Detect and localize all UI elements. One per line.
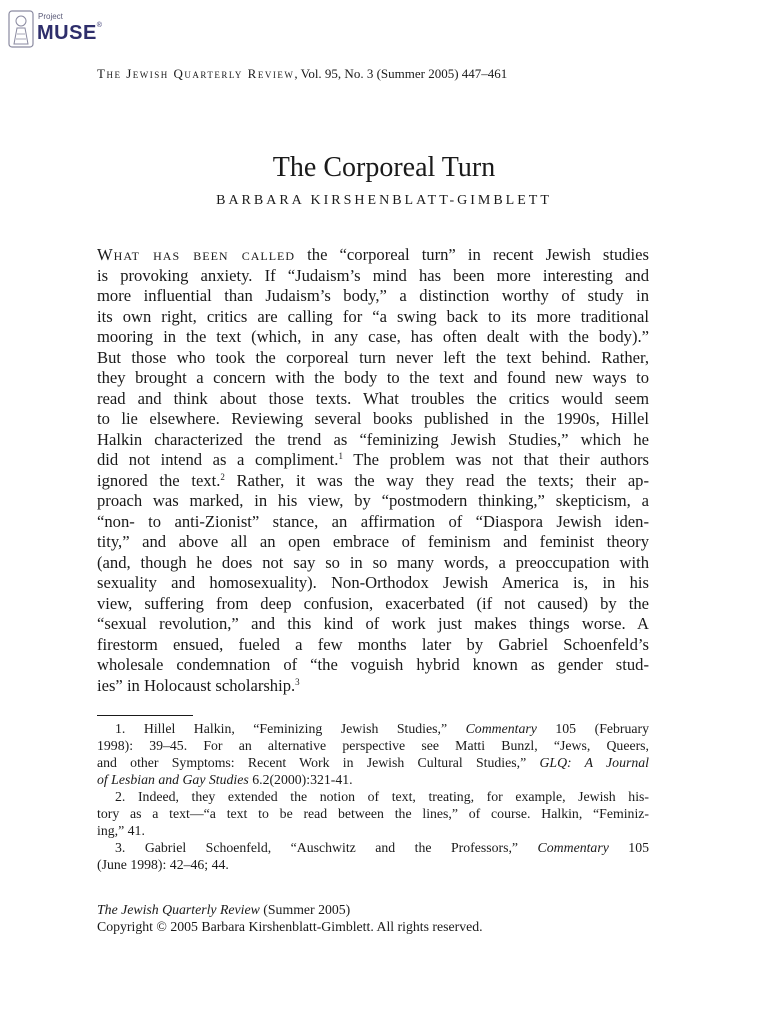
body-line: its own right, critics are calling for “a swing back to its more traditional <box>97 306 649 326</box>
body-paragraph <box>97 245 649 696</box>
footer-journal-line: The Jewish Quarterly Review (Summer 2005) <box>97 902 351 917</box>
body-line: wholesale condemnation of “the voguish hybrid known as gender stud- <box>97 655 649 674</box>
body-line: is provoking anxiety. If “Judaism’s mind has been more interesting and <box>97 265 649 285</box>
footnotes <box>97 720 649 873</box>
running-head <box>97 66 657 82</box>
page-footer <box>97 901 657 935</box>
running-head-journal: The Jewish Quarterly Review <box>97 66 295 81</box>
footnote-line: and other Symptoms: Recent Work in Jewish Cultural Studies,” GLQ: A Journal <box>97 755 649 770</box>
body-line: view, suffering from deep confusion, exacerbated (if not caused) by the <box>97 593 649 613</box>
body-line: What has been called the “corporeal turn” in recent Jewish studies <box>97 245 649 264</box>
article-author: BARBARA KIRSHENBLATT-GIMBLETT <box>216 193 552 208</box>
footnote-3: 3. Gabriel Schoenfeld, “Auschwitz and the Professors,” Commentary 105 <box>115 840 649 855</box>
project-muse-logo[interactable] <box>8 8 108 50</box>
footnote-1: 1. Hillel Halkin, “Feminizing Jewish Studies,” Commentary 105 (February <box>115 721 649 736</box>
body-line: But those who took the corporeal turn never left the text behind. Rather, <box>97 347 649 367</box>
body-line: to lie elsewhere. Reviewing several books published in the 1990s, Hillel <box>97 409 649 428</box>
body-line: mooring in the text (which, in any case, has often dealt with the body).” <box>97 327 649 346</box>
footnote-divider <box>97 715 193 716</box>
footnote-2: 2. Indeed, they extended the notion of text, treating, for example, Jewish his- <box>115 789 649 804</box>
running-head-citation: , Vol. 95, No. 3 (Summer 2005) 447–461 <box>294 66 508 81</box>
muse-seal-icon <box>8 10 34 48</box>
footer-copyright: Copyright © 2005 Barbara Kirshenblatt-Gimblett. All rights reserved. <box>97 919 483 934</box>
footnote-line: tory as a text—“a text to be read between the lines,” of course. Halkin, “Feminiz- <box>97 806 649 821</box>
body-line: tity,” and above all an open embrace of feminism and feminist theory <box>97 532 649 551</box>
logo-project-text: Project <box>38 12 63 21</box>
body-line: firestorm ensued, fueled a few months later by Gabriel Schoenfeld’s <box>97 634 649 654</box>
opening-small-caps: What has been called <box>97 245 296 264</box>
footnote-line: 1998): 39–45. For an alternative perspective see Matti Bunzl, “Jews, Queers, <box>97 738 649 753</box>
logo-muse-text: MUSE® <box>37 22 103 44</box>
body-line: they brought a concern with the body to the text and found new ways to <box>97 368 649 387</box>
body-line: ignored the text.$^2$ Rather, it was the way they read the texts; their ap- <box>97 470 650 490</box>
footnote-ref-1[interactable]: 1 <box>338 451 343 461</box>
body-line: more influential than Judaism’s body,” a distinction worthy of study in <box>97 286 649 305</box>
body-line: did not intend as a compliment.$^1$ The problem was not that their authors <box>97 450 649 469</box>
body-line: ies” in Holocaust scholarship.$^3$ <box>97 675 300 695</box>
footnote-line: ing,” 41. <box>97 823 145 838</box>
body-line: “sexual revolution,” and this kind of work just makes things worse. A <box>97 614 649 633</box>
footnote-line: (June 1998): 42–46; 44. <box>97 857 229 872</box>
footnote-ref-2[interactable]: 2 <box>220 471 225 482</box>
body-line: read and think about those texts. What troubles the critics would seem <box>97 388 649 408</box>
body-line: Halkin characterized the trend as “feminizing Jewish Studies,” which he <box>97 429 649 449</box>
article-title: The Corporeal Turn <box>272 152 496 183</box>
body-line: “non- to anti-Zionist” stance, an affirmation of “Diaspora Jewish iden- <box>97 511 649 531</box>
body-line: (and, though he does not say so in so many words, a preoccupation with <box>97 552 649 572</box>
body-line: sexuality and homosexuality). Non-Orthodox Jewish America is, in his <box>97 573 649 592</box>
body-line: proach was marked, in his view, by “postmodern thinking,” skepticism, a <box>97 491 649 510</box>
footnote-ref-3[interactable]: 3 <box>295 676 300 687</box>
footnote-line: of Lesbian and Gay Studies 6.2(2000):321-41. <box>97 772 353 787</box>
